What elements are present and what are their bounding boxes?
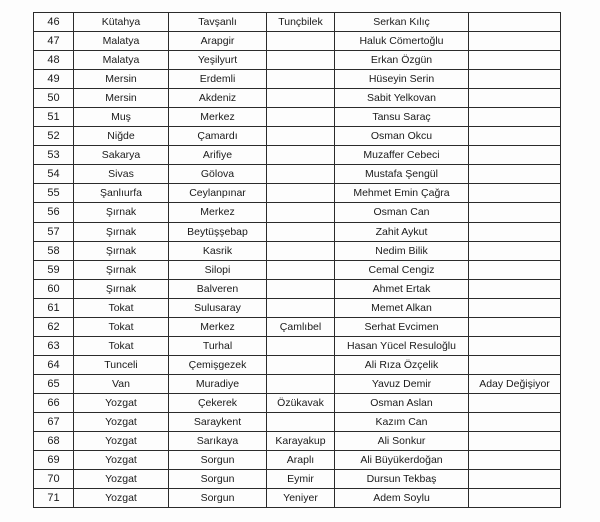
- table-row: [34, 298, 561, 317]
- town-cell: [267, 165, 335, 184]
- town-cell: [267, 89, 335, 108]
- note-cell: [469, 51, 561, 70]
- province-cell: Yozgat: [74, 470, 169, 489]
- table-row: [34, 393, 561, 412]
- table-row: [34, 89, 561, 108]
- table-row: [34, 336, 561, 355]
- table-row: [34, 374, 561, 393]
- candidate-name-cell: Adem Soylu: [335, 489, 469, 508]
- candidate-name-cell: Osman Okcu: [335, 127, 469, 146]
- note-cell: [469, 432, 561, 451]
- province-cell: Şırnak: [74, 241, 169, 260]
- province-cell: Şırnak: [74, 203, 169, 222]
- table-row: [34, 165, 561, 184]
- district-cell: Çemişgezek: [169, 355, 267, 374]
- town-cell: [267, 222, 335, 241]
- row-number-cell: 63: [34, 336, 74, 355]
- province-cell: Kütahya: [74, 13, 169, 32]
- province-cell: Şırnak: [74, 260, 169, 279]
- note-cell: [469, 32, 561, 51]
- district-cell: Balveren: [169, 279, 267, 298]
- province-cell: Tunceli: [74, 355, 169, 374]
- candidate-name-cell: Hasan Yücel Resuloğlu: [335, 336, 469, 355]
- district-cell: Sorgun: [169, 489, 267, 508]
- town-cell: [267, 32, 335, 51]
- town-cell: [267, 260, 335, 279]
- candidate-name-cell: Nedim Bilik: [335, 241, 469, 260]
- town-cell: [267, 374, 335, 393]
- candidate-name-cell: Osman Aslan: [335, 393, 469, 412]
- row-number-cell: 47: [34, 32, 74, 51]
- town-cell: [267, 146, 335, 165]
- note-cell: [469, 260, 561, 279]
- district-cell: Sorgun: [169, 470, 267, 489]
- row-number-cell: 57: [34, 222, 74, 241]
- table-row: [34, 146, 561, 165]
- note-cell: [469, 241, 561, 260]
- row-number-cell: 65: [34, 374, 74, 393]
- row-number-cell: 64: [34, 355, 74, 374]
- note-cell: [469, 108, 561, 127]
- note-cell: [469, 279, 561, 298]
- province-cell: Yozgat: [74, 412, 169, 431]
- note-cell: [469, 489, 561, 508]
- town-cell: Eymir: [267, 470, 335, 489]
- town-cell: [267, 241, 335, 260]
- row-number-cell: 61: [34, 298, 74, 317]
- row-number-cell: 58: [34, 241, 74, 260]
- town-cell: Araplı: [267, 451, 335, 470]
- table-row: [34, 451, 561, 470]
- town-cell: Çamlıbel: [267, 317, 335, 336]
- row-number-cell: 69: [34, 451, 74, 470]
- town-cell: [267, 336, 335, 355]
- province-cell: Şırnak: [74, 222, 169, 241]
- table-row: [34, 32, 561, 51]
- district-cell: Turhal: [169, 336, 267, 355]
- district-cell: Merkez: [169, 317, 267, 336]
- row-number-cell: 66: [34, 393, 74, 412]
- town-cell: Karayakup: [267, 432, 335, 451]
- district-cell: Sorgun: [169, 451, 267, 470]
- row-number-cell: 52: [34, 127, 74, 146]
- province-cell: Sivas: [74, 165, 169, 184]
- table-row: [34, 355, 561, 374]
- town-cell: [267, 279, 335, 298]
- town-cell: Yeniyer: [267, 489, 335, 508]
- candidate-name-cell: Yavuz Demir: [335, 374, 469, 393]
- table-row: [34, 432, 561, 451]
- province-cell: Yozgat: [74, 432, 169, 451]
- table-row: [34, 222, 561, 241]
- district-cell: Ceylanpınar: [169, 184, 267, 203]
- table-row: [34, 184, 561, 203]
- table-row: [34, 489, 561, 508]
- district-cell: Arifiye: [169, 146, 267, 165]
- row-number-cell: 70: [34, 470, 74, 489]
- note-cell: [469, 412, 561, 431]
- note-cell: [469, 203, 561, 222]
- district-cell: Çamardı: [169, 127, 267, 146]
- candidate-name-cell: Haluk Cömertoğlu: [335, 32, 469, 51]
- district-cell: Yeşilyurt: [169, 51, 267, 70]
- district-cell: Saraykent: [169, 412, 267, 431]
- town-cell: [267, 51, 335, 70]
- candidate-name-cell: Ali Rıza Özçelik: [335, 355, 469, 374]
- note-cell: [469, 393, 561, 412]
- row-number-cell: 53: [34, 146, 74, 165]
- district-cell: Tavşanlı: [169, 13, 267, 32]
- note-cell: Aday Değişiyor: [469, 374, 561, 393]
- note-cell: [469, 298, 561, 317]
- candidate-name-cell: Ali Büyükerdoğan: [335, 451, 469, 470]
- candidate-name-cell: Dursun Tekbaş: [335, 470, 469, 489]
- town-cell: Tunçbilek: [267, 13, 335, 32]
- district-cell: Merkez: [169, 203, 267, 222]
- row-number-cell: 59: [34, 260, 74, 279]
- candidate-name-cell: Tansu Saraç: [335, 108, 469, 127]
- candidate-table: [33, 12, 561, 508]
- town-cell: [267, 412, 335, 431]
- note-cell: [469, 70, 561, 89]
- province-cell: Niğde: [74, 127, 169, 146]
- table-row: [34, 70, 561, 89]
- district-cell: Beytüşşebap: [169, 222, 267, 241]
- candidate-name-cell: Sabit Yelkovan: [335, 89, 469, 108]
- candidate-name-cell: Mehmet Emin Çağra: [335, 184, 469, 203]
- town-cell: [267, 298, 335, 317]
- table-row: [34, 317, 561, 336]
- row-number-cell: 71: [34, 489, 74, 508]
- town-cell: [267, 108, 335, 127]
- province-cell: Tokat: [74, 298, 169, 317]
- province-cell: Şırnak: [74, 279, 169, 298]
- town-cell: [267, 70, 335, 89]
- town-cell: [267, 184, 335, 203]
- district-cell: Akdeniz: [169, 89, 267, 108]
- district-cell: Merkez: [169, 108, 267, 127]
- district-cell: Kasrik: [169, 241, 267, 260]
- note-cell: [469, 317, 561, 336]
- table-row: [34, 412, 561, 431]
- district-cell: Muradiye: [169, 374, 267, 393]
- row-number-cell: 67: [34, 412, 74, 431]
- table-row: [34, 203, 561, 222]
- candidate-name-cell: Osman Can: [335, 203, 469, 222]
- note-cell: [469, 222, 561, 241]
- row-number-cell: 55: [34, 184, 74, 203]
- town-cell: Özükavak: [267, 393, 335, 412]
- district-cell: Gölova: [169, 165, 267, 184]
- province-cell: Malatya: [74, 32, 169, 51]
- row-number-cell: 49: [34, 70, 74, 89]
- row-number-cell: 62: [34, 317, 74, 336]
- candidate-name-cell: Serhat Evcimen: [335, 317, 469, 336]
- note-cell: [469, 451, 561, 470]
- town-cell: [267, 355, 335, 374]
- town-cell: [267, 127, 335, 146]
- candidate-name-cell: Mustafa Şengül: [335, 165, 469, 184]
- candidate-name-cell: Erkan Özgün: [335, 51, 469, 70]
- candidate-name-cell: Kazım Can: [335, 412, 469, 431]
- province-cell: Tokat: [74, 317, 169, 336]
- note-cell: [469, 127, 561, 146]
- candidate-name-cell: Hüseyin Serin: [335, 70, 469, 89]
- district-cell: Sarıkaya: [169, 432, 267, 451]
- row-number-cell: 50: [34, 89, 74, 108]
- candidate-name-cell: Cemal Cengiz: [335, 260, 469, 279]
- candidate-name-cell: Ahmet Ertak: [335, 279, 469, 298]
- province-cell: Malatya: [74, 51, 169, 70]
- candidate-name-cell: Memet Alkan: [335, 298, 469, 317]
- province-cell: Mersin: [74, 70, 169, 89]
- province-cell: Tokat: [74, 336, 169, 355]
- district-cell: Çekerek: [169, 393, 267, 412]
- table-row: [34, 108, 561, 127]
- note-cell: [469, 355, 561, 374]
- district-cell: Arapgir: [169, 32, 267, 51]
- province-cell: Şanlıurfa: [74, 184, 169, 203]
- candidate-name-cell: Zahit Aykut: [335, 222, 469, 241]
- table-body: [34, 13, 561, 508]
- table-row: [34, 279, 561, 298]
- district-cell: Silopi: [169, 260, 267, 279]
- province-cell: Yozgat: [74, 451, 169, 470]
- note-cell: [469, 89, 561, 108]
- candidate-name-cell: Ali Sonkur: [335, 432, 469, 451]
- row-number-cell: 54: [34, 165, 74, 184]
- table-row: [34, 470, 561, 489]
- table-row: [34, 51, 561, 70]
- row-number-cell: 46: [34, 13, 74, 32]
- note-cell: [469, 165, 561, 184]
- table-row: [34, 241, 561, 260]
- district-cell: Sulusaray: [169, 298, 267, 317]
- row-number-cell: 56: [34, 203, 74, 222]
- town-cell: [267, 203, 335, 222]
- table-row: [34, 13, 561, 32]
- row-number-cell: 51: [34, 108, 74, 127]
- province-cell: Yozgat: [74, 489, 169, 508]
- table-row: [34, 127, 561, 146]
- row-number-cell: 48: [34, 51, 74, 70]
- candidate-name-cell: Serkan Kılıç: [335, 13, 469, 32]
- candidate-name-cell: Muzaffer Cebeci: [335, 146, 469, 165]
- province-cell: Yozgat: [74, 393, 169, 412]
- district-cell: Erdemli: [169, 70, 267, 89]
- note-cell: [469, 146, 561, 165]
- province-cell: Mersin: [74, 89, 169, 108]
- note-cell: [469, 336, 561, 355]
- province-cell: Sakarya: [74, 146, 169, 165]
- province-cell: Muş: [74, 108, 169, 127]
- note-cell: [469, 470, 561, 489]
- row-number-cell: 60: [34, 279, 74, 298]
- table-row: [34, 260, 561, 279]
- note-cell: [469, 184, 561, 203]
- note-cell: [469, 13, 561, 32]
- province-cell: Van: [74, 374, 169, 393]
- row-number-cell: 68: [34, 432, 74, 451]
